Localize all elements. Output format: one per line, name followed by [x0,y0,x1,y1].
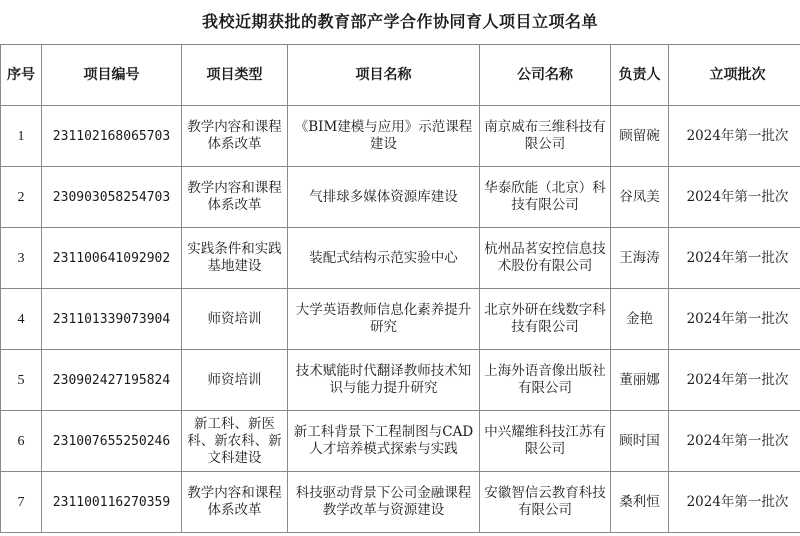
cell-batch: 2024年第一批次 [669,411,800,472]
cell-name: 大学英语教师信息化素养提升研究 [288,289,480,350]
header-batch: 立项批次 [669,45,800,106]
cell-leader: 谷凤美 [611,167,669,228]
project-table [0,44,800,533]
table-row [1,106,800,167]
cell-leader: 王海涛 [611,228,669,289]
cell-name: 新工科背景下工程制图与CAD人才培养模式探索与实践 [288,411,480,472]
table-row [1,411,800,472]
cell-seq: 7 [1,472,42,533]
cell-company: 南京威布三维科技有限公司 [480,106,611,167]
cell-seq: 5 [1,350,42,411]
cell-leader: 桑利恒 [611,472,669,533]
cell-leader: 顾时国 [611,411,669,472]
cell-batch: 2024年第一批次 [669,289,800,350]
cell-code: 231007655250246 [42,411,182,472]
cell-name: 技术赋能时代翻译教师技术知识与能力提升研究 [288,350,480,411]
cell-code: 231100116270359 [42,472,182,533]
cell-code: 231101339073904 [42,289,182,350]
cell-company: 杭州品茗安控信息技术股份有限公司 [480,228,611,289]
cell-batch: 2024年第一批次 [669,228,800,289]
table-row [1,228,800,289]
cell-name: 科技驱动背景下公司金融课程教学改革与资源建设 [288,472,480,533]
header-leader: 负责人 [611,45,669,106]
cell-code: 230903058254703 [42,167,182,228]
cell-leader: 董丽娜 [611,350,669,411]
cell-code: 230902427195824 [42,350,182,411]
cell-leader: 金艳 [611,289,669,350]
header-seq: 序号 [1,45,42,106]
page-title: 我校近期获批的教育部产学合作协同育人项目立项名单 [201,12,598,31]
cell-type: 新工科、新医科、新农科、新文科建设 [182,411,288,472]
cell-name: 气排球多媒体资源库建设 [288,167,480,228]
cell-batch: 2024年第一批次 [669,350,800,411]
cell-company: 中兴耀维科技江苏有限公司 [480,411,611,472]
cell-company: 安徽智信云教育科技有限公司 [480,472,611,533]
cell-seq: 4 [1,289,42,350]
cell-seq: 2 [1,167,42,228]
cell-seq: 6 [1,411,42,472]
cell-batch: 2024年第一批次 [669,472,800,533]
cell-company: 北京外研在线数字科技有限公司 [480,289,611,350]
cell-type: 教学内容和课程体系改革 [182,167,288,228]
cell-company: 华泰欣能（北京）科技有限公司 [480,167,611,228]
cell-name: 《BIM建模与应用》示范课程建设 [288,106,480,167]
table-row [1,472,800,533]
header-row [1,45,800,106]
cell-type: 实践条件和实践基地建设 [182,228,288,289]
header-company: 公司名称 [480,45,611,106]
cell-name: 装配式结构示范实验中心 [288,228,480,289]
cell-seq: 3 [1,228,42,289]
cell-type: 师资培训 [182,350,288,411]
cell-type: 教学内容和课程体系改革 [182,106,288,167]
cell-code: 231102168065703 [42,106,182,167]
table-row [1,167,800,228]
cell-seq: 1 [1,106,42,167]
cell-type: 师资培训 [182,289,288,350]
header-type: 项目类型 [182,45,288,106]
header-name: 项目名称 [288,45,480,106]
cell-batch: 2024年第一批次 [669,106,800,167]
cell-type: 教学内容和课程体系改革 [182,472,288,533]
cell-company: 上海外语音像出版社有限公司 [480,350,611,411]
header-code: 项目编号 [42,45,182,106]
cell-code: 231100641092902 [42,228,182,289]
table-row [1,289,800,350]
cell-batch: 2024年第一批次 [669,167,800,228]
cell-leader: 顾留碗 [611,106,669,167]
table-row [1,350,800,411]
